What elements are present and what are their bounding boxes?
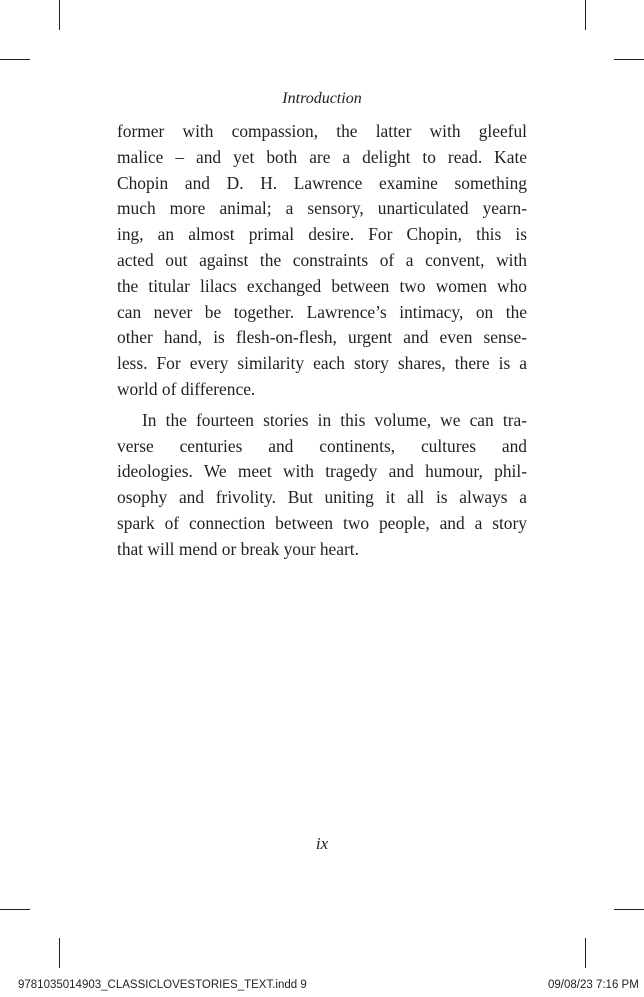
text-line: former with compassion, the latter with gleeful (117, 121, 527, 141)
paragraph (117, 408, 527, 563)
text-line: acted out against the constraints of a convent, with (117, 249, 527, 270)
text-line: other hand, is flesh-on-flesh, urgent and even sense- (117, 327, 527, 348)
text-line: ideologies. We meet with tragedy and humour, phil- (117, 461, 527, 482)
text-line: malice – and yet both are a delight to read. Kate (117, 146, 527, 167)
text-line: less. For every similarity each story shares, there is a (117, 353, 527, 374)
text-line: verse centuries and continents, cultures and (117, 435, 527, 456)
text-line: Chopin and D. H. Lawrence examine something (117, 172, 527, 193)
text-line: the titular lilacs exchanged between two women who (117, 275, 527, 296)
text-line: much more animal; a sensory, unarticulated yearn- (117, 198, 527, 219)
crop-mark-right-bottom (614, 909, 644, 910)
text-line: spark of connection between two people, and a story (117, 512, 527, 533)
crop-mark-left-bottom (0, 909, 30, 910)
text-line: can never be together. Lawrence’s intimacy, on the (117, 301, 527, 322)
text-line: In the fourteen stories in this volume, we can tra- (142, 409, 527, 430)
slug-datetime: 09/08/23 7:16 PM (548, 979, 639, 991)
crop-mark-top-right (585, 0, 586, 30)
text-line: world of difference. (117, 378, 256, 399)
text-line: ing, an almost primal desire. For Chopin, this is (117, 224, 527, 245)
slug-filename: 9781035014903_CLASSICLOVESTORIES_TEXT.indd 9 (18, 979, 307, 991)
page-number: ix (315, 834, 329, 853)
body-text (117, 119, 527, 563)
crop-mark-bottom-right (585, 938, 586, 968)
crop-mark-bottom-left (59, 938, 60, 968)
crop-mark-top-left (59, 0, 60, 30)
running-head: Introduction (282, 90, 362, 107)
text-line: that will mend or break your heart. (117, 538, 359, 559)
text-line: osophy and frivolity. But uniting it all is always a (117, 487, 527, 508)
crop-mark-right-top (614, 59, 644, 60)
crop-mark-left-top (0, 59, 30, 60)
paragraph (117, 119, 527, 403)
